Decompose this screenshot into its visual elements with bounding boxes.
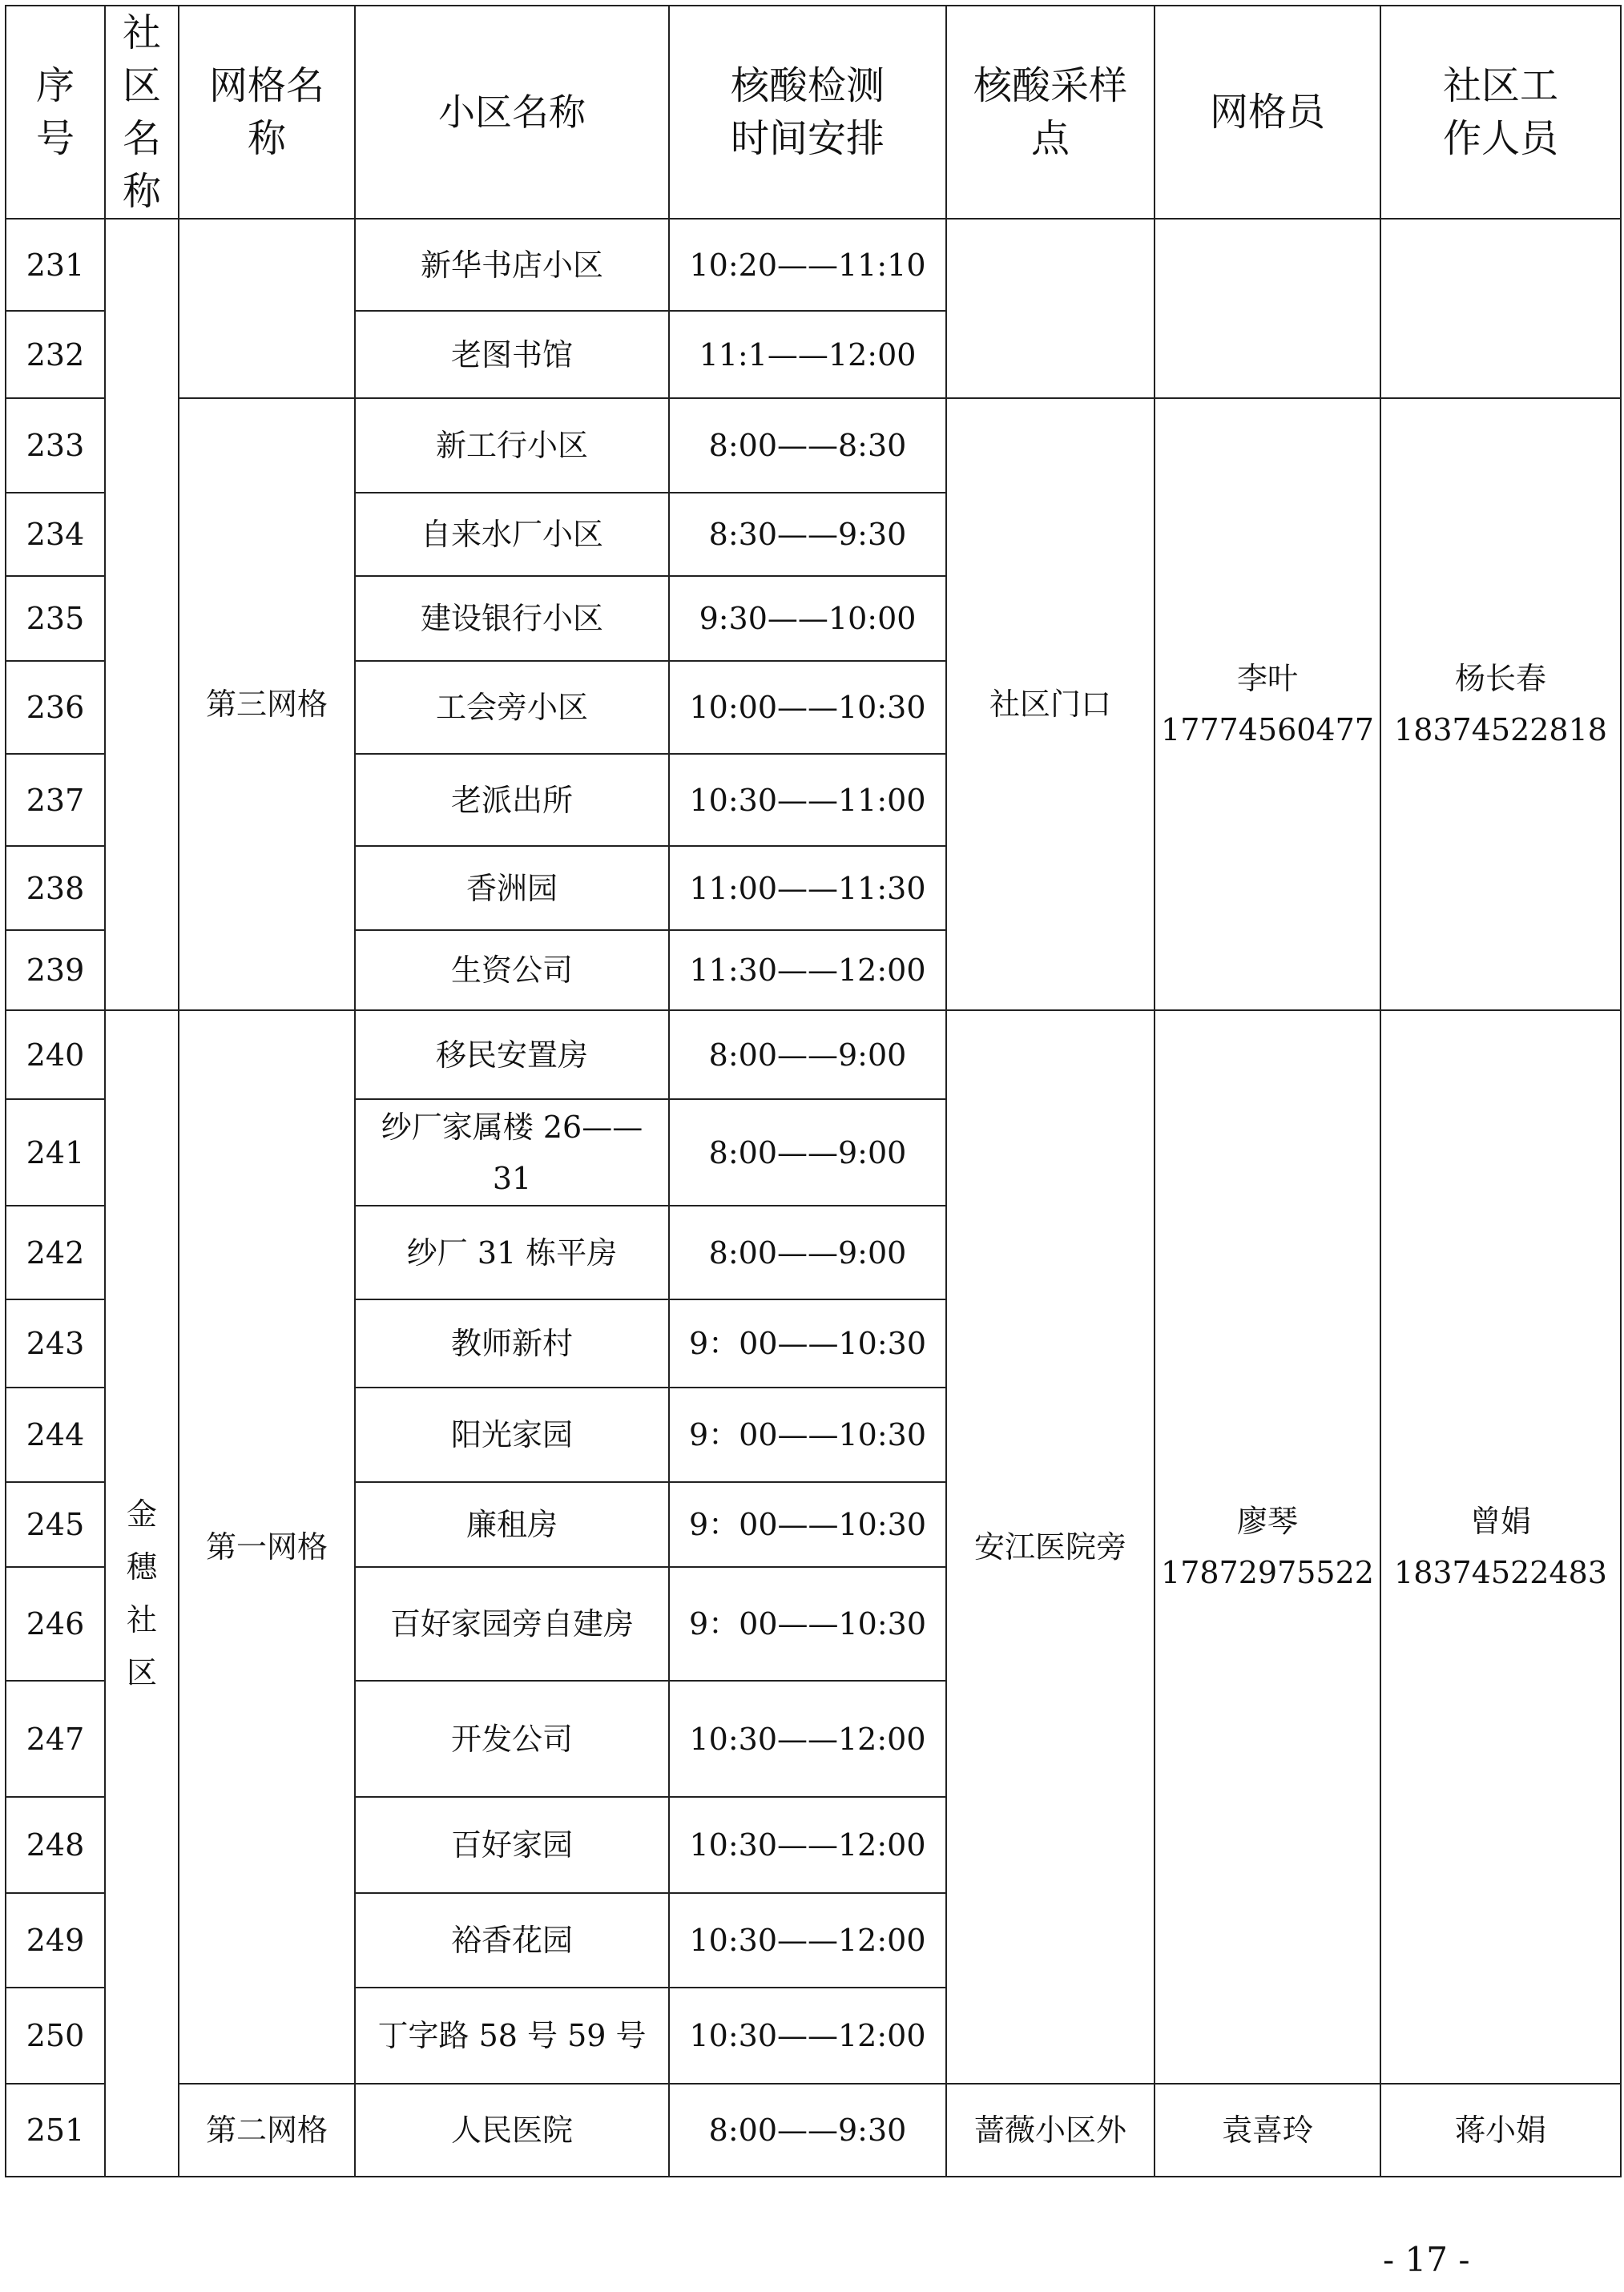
seq-cell: 241: [6, 1099, 105, 1206]
gridworker-phone: 17774560477: [1161, 712, 1374, 747]
seq-cell: 245: [6, 1482, 105, 1567]
estate-cell: 阳光家园: [355, 1388, 669, 1482]
time-cell: 11:00——11:30: [669, 846, 946, 930]
time-cell: 8:00——8:30: [669, 398, 946, 493]
estate-cell: [355, 1099, 669, 1206]
time-cell: 10:00——10:30: [669, 661, 946, 754]
seq-cell: 238: [6, 846, 105, 930]
time-cell: 8:30——9:30: [669, 493, 946, 576]
seq-cell: 232: [6, 311, 105, 398]
estate-cell: 移民安置房: [355, 1010, 669, 1099]
estate-cell: 老派出所: [355, 754, 669, 846]
estate-line: 31: [492, 1160, 532, 1196]
seq-cell: 236: [6, 661, 105, 754]
page-number: - 17 -: [1383, 2240, 1470, 2279]
gridworker-name: 李叶: [1236, 661, 1298, 696]
staff-cell: [1380, 219, 1621, 398]
estate-cell: 百好家园旁自建房: [355, 1567, 669, 1681]
estate-cell: 纱厂 31 栋平房: [355, 1206, 669, 1299]
table-row: [6, 398, 1621, 493]
estate-cell: 建设银行小区: [355, 576, 669, 661]
header-site: 核酸采样点: [946, 6, 1155, 219]
estate-cell: 老图书馆: [355, 311, 669, 398]
header-time: 核酸检测时间安排: [669, 6, 946, 219]
time-cell: 10:20——11:10: [669, 219, 946, 311]
seq-cell: 249: [6, 1893, 105, 1988]
grid-cell: [179, 219, 355, 398]
seq-cell: 231: [6, 219, 105, 311]
table-row: [6, 2084, 1621, 2177]
time-cell: 9：00——10:30: [669, 1567, 946, 1681]
estate-cell: 生资公司: [355, 930, 669, 1010]
seq-cell: 246: [6, 1567, 105, 1681]
time-cell: 11:30——12:00: [669, 930, 946, 1010]
site-cell: [946, 219, 1155, 398]
seq-cell: 251: [6, 2084, 105, 2177]
header-seq: 序号: [6, 6, 105, 219]
estate-line: 纱厂家属楼 26——: [381, 1109, 643, 1145]
grid-cell: 第二网格: [179, 2084, 355, 2177]
seq-cell: 235: [6, 576, 105, 661]
time-cell: 9:30——10:00: [669, 576, 946, 661]
time-cell: 10:30——11:00: [669, 754, 946, 846]
time-cell: 10:30——12:00: [669, 1681, 946, 1797]
time-cell: 8:00——9:30: [669, 2084, 946, 2177]
site-cell: 蔷薇小区外: [946, 2084, 1155, 2177]
staff-name: 杨长春: [1454, 661, 1546, 696]
staff-name: 曾娟: [1469, 1504, 1531, 1539]
community-cell: [105, 219, 179, 1010]
seq-cell: 247: [6, 1681, 105, 1797]
seq-cell: 244: [6, 1388, 105, 1482]
site-cell: 安江医院旁: [946, 1010, 1155, 2084]
estate-cell: 人民医院: [355, 2084, 669, 2177]
time-cell: 9：00——10:30: [669, 1388, 946, 1482]
staff-cell: [1380, 398, 1621, 1010]
header-gridworker: 网格员: [1155, 6, 1380, 219]
time-cell: 10:30——12:00: [669, 1988, 946, 2084]
staff-cell: [1380, 1010, 1621, 2084]
estate-cell: 裕香花园: [355, 1893, 669, 1988]
estate-cell: 新工行小区: [355, 398, 669, 493]
estate-cell: 新华书店小区: [355, 219, 669, 311]
estate-cell: 教师新村: [355, 1299, 669, 1388]
schedule-table: [5, 5, 1622, 2177]
seq-cell: 240: [6, 1010, 105, 1099]
seq-cell: 243: [6, 1299, 105, 1388]
gridworker-cell: [1155, 398, 1380, 1010]
staff-phone: 18374522483: [1394, 1555, 1607, 1590]
staff-phone: 18374522818: [1394, 712, 1607, 747]
estate-cell: 工会旁小区: [355, 661, 669, 754]
estate-cell: 香洲园: [355, 846, 669, 930]
estate-cell: 丁字路 58 号 59 号: [355, 1988, 669, 2084]
community-name: 金穗社区: [126, 1496, 157, 1690]
seq-cell: 242: [6, 1206, 105, 1299]
staff-cell: 蒋小娟: [1380, 2084, 1621, 2177]
time-cell: 9：00——10:30: [669, 1482, 946, 1567]
table-row: [6, 1010, 1621, 1099]
community-cell: [105, 1010, 179, 2177]
time-cell: 11:1——12:00: [669, 311, 946, 398]
header-estate: 小区名称: [355, 6, 669, 219]
time-cell: 10:30——12:00: [669, 1893, 946, 1988]
seq-cell: 234: [6, 493, 105, 576]
time-cell: 8:00——9:00: [669, 1099, 946, 1206]
time-cell: 8:00——9:00: [669, 1010, 946, 1099]
header-staff: 社区工作人员: [1380, 6, 1621, 219]
grid-cell: 第一网格: [179, 1010, 355, 2084]
seq-cell: 237: [6, 754, 105, 846]
seq-cell: 239: [6, 930, 105, 1010]
table-row: [6, 219, 1621, 311]
site-cell: 社区门口: [946, 398, 1155, 1010]
gridworker-cell: 袁喜玲: [1155, 2084, 1380, 2177]
estate-cell: 自来水厂小区: [355, 493, 669, 576]
grid-cell: 第三网格: [179, 398, 355, 1010]
seq-cell: 248: [6, 1797, 105, 1893]
gridworker-name: 廖琴: [1236, 1504, 1298, 1539]
seq-cell: 233: [6, 398, 105, 493]
time-cell: 8:00——9:00: [669, 1206, 946, 1299]
seq-cell: 250: [6, 1988, 105, 2084]
time-cell: 9：00——10:30: [669, 1299, 946, 1388]
estate-cell: 百好家园: [355, 1797, 669, 1893]
header-grid: 网格名称: [179, 6, 355, 219]
time-cell: 10:30——12:00: [669, 1797, 946, 1893]
gridworker-cell: [1155, 1010, 1380, 2084]
header-row: [6, 6, 1621, 219]
estate-cell: 廉租房: [355, 1482, 669, 1567]
gridworker-cell: [1155, 219, 1380, 398]
header-community: 社区名称: [105, 6, 179, 219]
estate-cell: 开发公司: [355, 1681, 669, 1797]
gridworker-phone: 17872975522: [1161, 1555, 1374, 1590]
